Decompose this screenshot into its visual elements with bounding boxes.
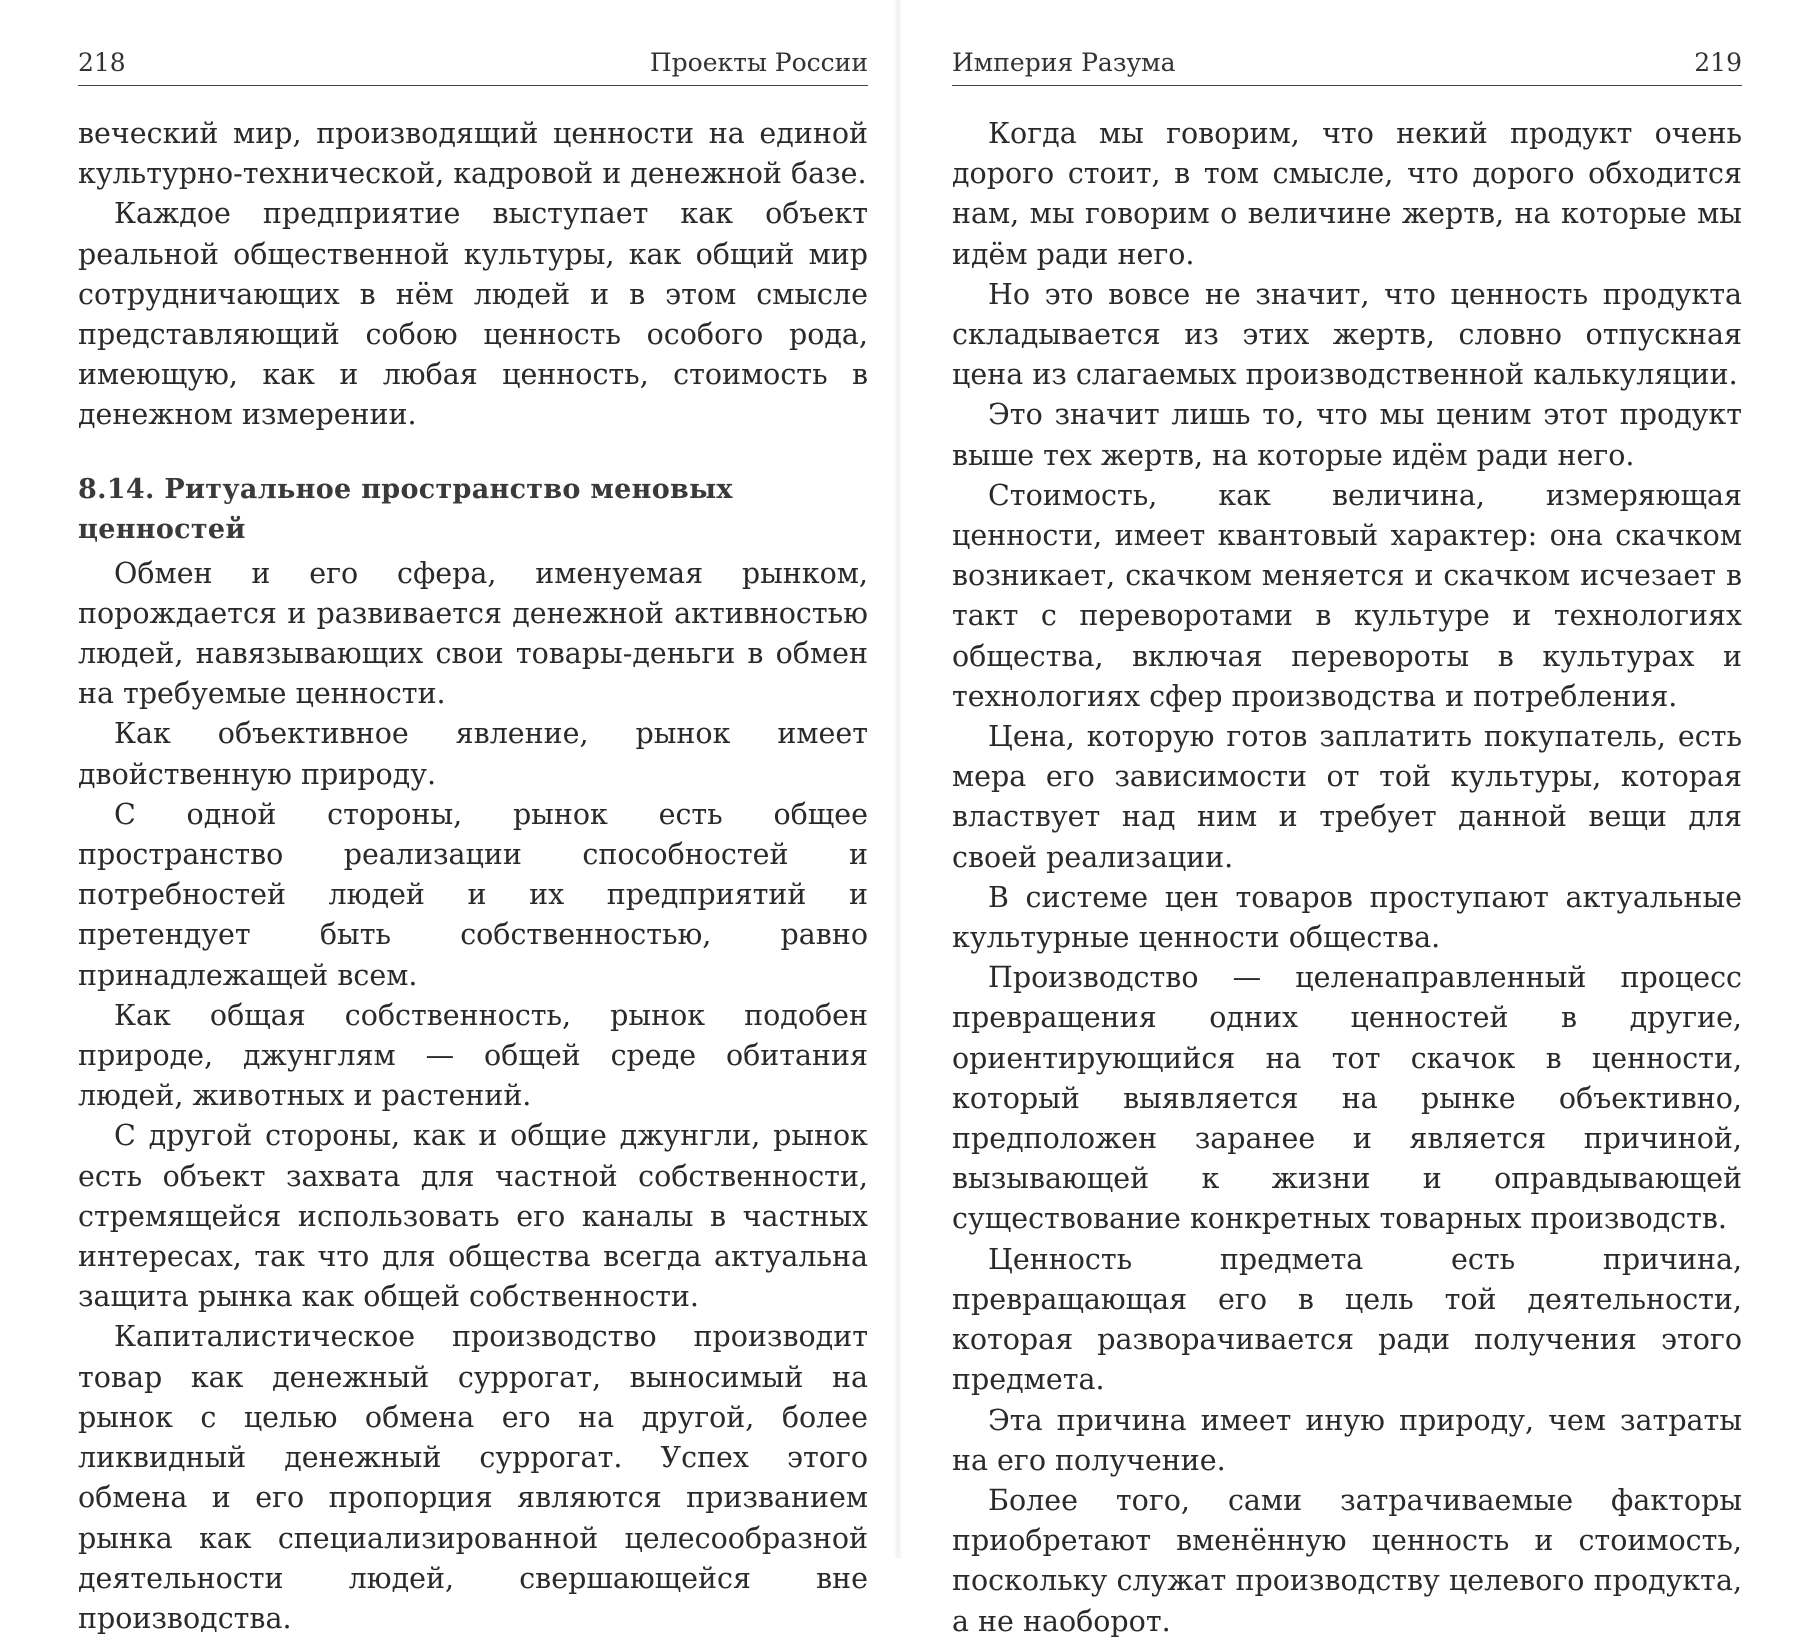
right-running-head — [952, 46, 1742, 86]
left-body-text — [78, 114, 868, 1639]
paragraph: С одной стороны, рынок есть общее пространство реализации способностей и потребностей людей и их предприятий и претендует быть собственностью, равно принадлежащей всем. — [78, 797, 868, 992]
paragraph: Когда мы говорим, что некий продукт очень дорого стоит, в том смысле, что дорого обходится нам, мы говорим о величине жертв, на которые мы идём ради него. — [952, 117, 1742, 271]
paragraph: Капиталистическое производство производит товар как денежный суррогат, выносимый на рынок с целью обмена его на другой, более ликвидный денежный суррогат. Успех этого обмена и его пропорция являются призванием рынка как специализированной целесообразной деятельности людей, свершающейся вне производства. — [78, 1320, 868, 1635]
right-page-number: 219 — [1694, 48, 1742, 77]
paragraph: Производство — целенаправленный процесс превращения одних ценностей в другие, ориентирующийся на тот скачок в ценности, который выявляется на рынке объективно, предположен заранее и является причиной, вызывающей к жизни и оправдывающей существование конкретных товарных производств. — [952, 961, 1742, 1236]
paragraph: Это значит лишь то, что мы ценим этот продукт выше тех жертв, на которые идём ради него. — [952, 398, 1742, 472]
left-page — [0, 0, 898, 1635]
paragraph: Обмен и его сфера, именуемая рынком, порождается и развивается денежной активностью людей, навязывающих свои товары-деньги в обмен на требуемые ценности. — [78, 556, 868, 711]
paragraph: С другой стороны, как и общие джунгли, рынок есть объект захвата для частной собственности, стремящейся использовать его каналы в частных интересах, так что для общества всегда актуальна защита рынка как общей собственности. — [78, 1119, 868, 1314]
paragraph: Цена, которую готов заплатить покупатель, есть мера его зависимости от той культуры, которая властвует над ним и требует данной вещи для своей реализации. — [952, 720, 1742, 874]
paragraph: Как общая собственность, рынок подобен природе, джунглям — общей среде обитания людей, животных и растений. — [78, 998, 868, 1113]
paragraph: Ценность предмета есть причина, превращающая его в цель той деятельности, которая разворачивается ради получения этого предмета. — [952, 1242, 1742, 1397]
left-running-head — [78, 46, 868, 86]
left-page-number: 218 — [78, 48, 126, 77]
paragraph: Как объективное явление, рынок имеет двойственную природу. — [78, 717, 868, 791]
right-running-title: Империя Разума — [952, 48, 1176, 77]
right-body-text — [952, 114, 1742, 1642]
paragraph: В системе цен товаров проступают актуальные культурные ценности общества. — [952, 880, 1742, 955]
right-page — [898, 0, 1796, 1638]
paragraph: Но это вовсе не значит, что ценность продукта складывается из этих жертв, словно отпускная цена из слагаемых производственной калькуляции. — [952, 277, 1742, 392]
paragraph: Стоимость, как величина, измеряющая ценности, имеет квантовый характер: она скачком возникает, скачком меняется и скачком исчезает в такт с переворотами в культуре и технологиях общества, включая перевороты в культурах и технологиях сфер производства и потребления. — [952, 478, 1742, 713]
paragraph: веческий мир, производящий ценности на единой культурно-технической, кадровой и денежной базе. — [78, 117, 868, 191]
paragraph: Эта причина имеет иную природу, чем затраты на его получение. — [952, 1403, 1742, 1477]
paragraph: Более того, сами затрачиваемые факторы приобретают вменённую ценность и стоимость, поскольку служат производству целевого продукта, а не наоборот. — [952, 1483, 1742, 1638]
section-heading: 8.14. Ритуальное пространство меновых ценностей — [78, 473, 733, 545]
left-running-title: Проекты России — [649, 48, 868, 77]
paragraph: Каждое предприятие выступает как объект реальной общественной культуры, как общий мир сотрудничающих в нём людей и в этом смысле представляющий собою ценность особого рода, имеющую, как и любая ценность, стоимость в денежном измерении. — [78, 197, 868, 432]
